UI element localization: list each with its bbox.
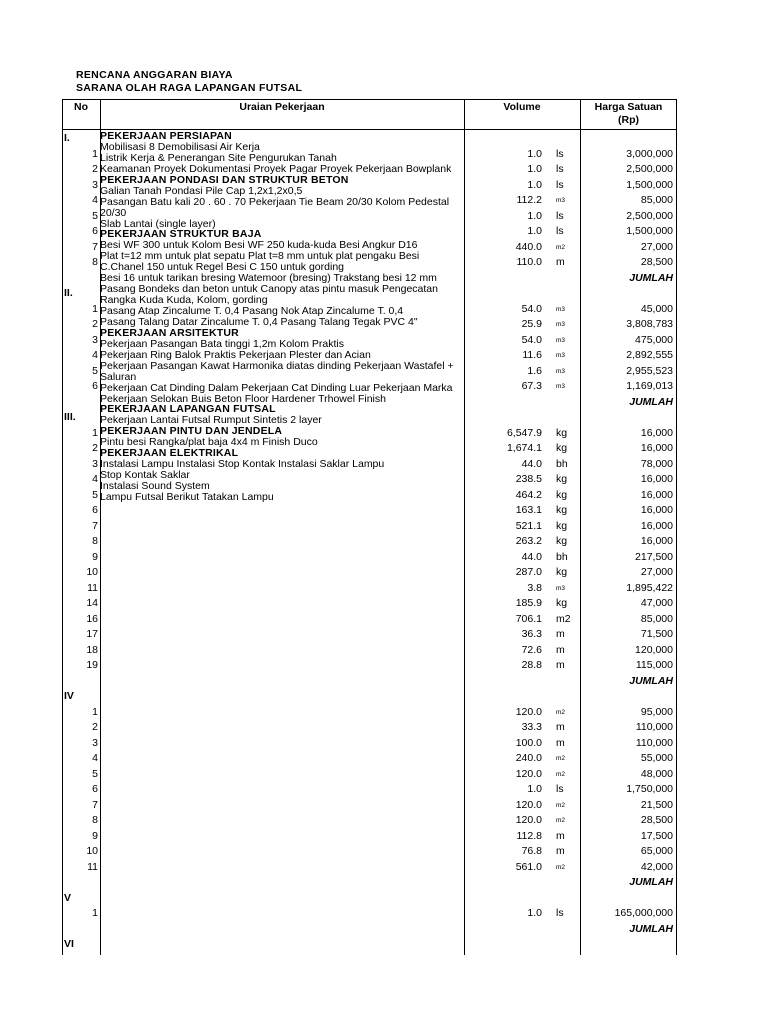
item-number: 6 xyxy=(92,783,98,795)
item-number: 3 xyxy=(92,458,98,470)
document-title: RENCANA ANGGARAN BIAYA xyxy=(76,69,233,81)
jumlah-label: JUMLAH xyxy=(629,272,673,284)
item-number: 7 xyxy=(92,520,98,532)
item-number: 1 xyxy=(92,303,98,315)
jumlah-label: JUMLAH xyxy=(629,396,673,408)
work-item-description: Galian Tanah Pondasi Pile Cap 1,2x1,2x0,5 xyxy=(100,184,303,197)
volume-value: 1.0 xyxy=(527,179,542,191)
table-row xyxy=(62,705,677,720)
volume-value: 44.0 xyxy=(521,551,542,563)
unit-price: 16,000 xyxy=(640,504,673,516)
document-subtitle: SARANA OLAH RAGA LAPANGAN FUTSAL xyxy=(76,82,303,94)
item-number: 17 xyxy=(86,628,98,640)
item-number: 1 xyxy=(92,427,98,439)
item-number: 5 xyxy=(92,489,98,501)
work-item-description: Pekerjaan Ring Balok Praktis Pekerjaan Plester dan Acian xyxy=(100,348,371,361)
table-row xyxy=(62,224,677,239)
table-row xyxy=(62,829,677,844)
work-item-description: Instalasi Sound System xyxy=(100,480,210,492)
unit-price: 71,500 xyxy=(640,628,673,640)
section-heading: PEKERJAAN PONDASI DAN STRUKTUR BETON xyxy=(100,173,349,186)
unit-price: 2,500,000 xyxy=(626,210,673,222)
unit-price: 48,000 xyxy=(640,768,673,780)
unit-price: 110,000 xyxy=(635,721,673,733)
work-item-description: Pekerjaan Lantai Futsal Rumput Sintetis 2 layer xyxy=(100,414,322,427)
unit-price: 115,000 xyxy=(635,659,673,671)
unit-price: 1,500,000 xyxy=(626,225,673,237)
table-row xyxy=(62,379,677,394)
table-row xyxy=(62,658,677,673)
work-item-description: Instalasi Lampu Instalasi Stop Kontak Instalasi Saklar Lampu xyxy=(100,458,385,471)
item-number: 4 xyxy=(92,752,98,764)
work-item-description: Stop Kontak Saklar xyxy=(100,469,190,482)
section-heading: PEKERJAAN PERSIAPAN xyxy=(100,131,232,142)
section-number: IV xyxy=(64,690,74,702)
work-item-description: Keamanan Proyek Dokumentasi Proyek Pagar Proyek Pekerjaan Bowplank xyxy=(100,162,452,175)
section-number: I. xyxy=(64,132,70,144)
volume-value: 120.0 xyxy=(515,799,542,811)
item-number: 11 xyxy=(87,861,98,873)
unit-label: ls xyxy=(556,907,564,919)
work-item-description: Pasang Talang Datar Zincalume T. 0,4 Pasang Talang Tegak PVC 4" xyxy=(100,315,418,328)
table-row xyxy=(62,240,677,255)
unit-label: m3 xyxy=(556,337,566,344)
unit-label: m2 xyxy=(556,864,566,871)
work-item-description: Pintu besi Rangka/plat baja 4x4 m Finish Duco xyxy=(100,436,318,449)
unit-price: 16,000 xyxy=(640,489,673,501)
unit-price: 47,000 xyxy=(640,597,673,609)
section-heading: PEKERJAAN ARSITEKTUR xyxy=(100,326,239,339)
unit-label: ls xyxy=(556,225,564,237)
work-item-description: Pasang Bondeks dan beton untuk Canopy atas pintu masuk Pengecatan xyxy=(100,283,438,296)
volume-value: 1.0 xyxy=(527,163,542,175)
volume-value: 3.8 xyxy=(527,582,542,594)
volume-value: 54.0 xyxy=(521,303,542,315)
item-number: 2 xyxy=(92,721,98,733)
table-row xyxy=(62,364,677,379)
volume-value: 287.0 xyxy=(515,566,542,578)
unit-label: ls xyxy=(556,179,564,191)
table-row xyxy=(62,720,677,735)
item-number: 5 xyxy=(92,768,98,780)
work-item-description: Pasangan Batu kali 20 . 60 . 70 Pekerjaan Tie Beam 20/30 Kolom Pedestal xyxy=(100,195,450,208)
work-item-description: C.Chanel 150 untuk Regel Besi C 150 untuk gording xyxy=(100,261,344,274)
work-item-description: Pekerjaan Pasangan Kawat Harmonika diatas dinding Pekerjaan Wastafel + xyxy=(100,359,454,372)
volume-value: 163.1 xyxy=(515,504,542,516)
item-number: 16 xyxy=(86,613,98,625)
unit-price: 17,500 xyxy=(640,830,673,842)
table-row xyxy=(62,469,677,487)
item-number: 8 xyxy=(92,535,98,547)
unit-label: bh xyxy=(556,458,568,470)
work-item-description: Plat t=12 mm untuk plat sepatu Plat t=8 mm untuk plat pengaku Besi xyxy=(100,250,420,263)
unit-label: m2 xyxy=(556,802,566,809)
volume-value: 110.0 xyxy=(516,256,542,268)
item-number: 5 xyxy=(92,210,98,222)
volume-value: 1,674.1 xyxy=(506,442,542,454)
volume-value: 1.0 xyxy=(527,783,542,795)
work-item-description: Rangka Kuda Kuda, Kolom, gording xyxy=(100,294,268,307)
subtotal-row xyxy=(62,674,677,689)
table-row xyxy=(62,844,677,859)
volume-value: 120.0 xyxy=(515,706,542,718)
volume-value: 521.1 xyxy=(515,520,542,532)
item-number: 7 xyxy=(92,799,98,811)
unit-label: m2 xyxy=(556,755,566,762)
item-number: 6 xyxy=(92,380,98,392)
section-number: V xyxy=(64,892,72,904)
unit-price: 16,000 xyxy=(640,442,673,454)
unit-label: kg xyxy=(556,489,568,501)
volume-value: 54.0 xyxy=(521,334,542,346)
unit-label: m3 xyxy=(556,368,566,375)
item-number: 3 xyxy=(92,179,98,191)
unit-label: kg xyxy=(556,504,568,516)
volume-value: 1.0 xyxy=(527,907,542,919)
item-number: 19 xyxy=(86,659,98,671)
item-number: 8 xyxy=(92,814,98,826)
unit-label: m2 xyxy=(556,709,566,716)
table-row xyxy=(62,206,677,224)
volume-value: 72.6 xyxy=(521,644,542,656)
unit-label: m3 xyxy=(556,306,566,313)
unit-label: m3 xyxy=(556,383,566,390)
table-row xyxy=(62,302,677,317)
table-row xyxy=(62,860,677,875)
volume-value: 112.8 xyxy=(516,830,542,842)
unit-label: kg xyxy=(556,597,568,609)
unit-price: 1,750,000 xyxy=(626,783,673,795)
volume-value: 561.0 xyxy=(515,861,542,873)
unit-label: m xyxy=(556,830,565,842)
subtotal-row xyxy=(62,392,677,410)
volume-value: 464.2 xyxy=(515,489,542,501)
volume-value: 1.0 xyxy=(527,225,542,237)
work-item-description: Besi 16 untuk tarikan bresing Watemoor (bresing) Trakstang besi 12 mm xyxy=(100,272,437,285)
section-number: III. xyxy=(64,411,76,423)
work-item-description: Pekerjaan Pasangan Bata tinggi 1,2m Kolom Praktis xyxy=(100,337,344,350)
work-item-description: Pekerjaan Cat Dinding Dalam Pekerjaan Cat Dinding Luar Pekerjaan Marka xyxy=(100,381,453,394)
item-number: 8 xyxy=(92,256,98,268)
table-row xyxy=(62,798,677,813)
unit-label: m3 xyxy=(556,585,566,592)
volume-value: 28.8 xyxy=(521,659,542,671)
section-row xyxy=(62,937,677,952)
table-row xyxy=(62,565,677,580)
table-row xyxy=(62,441,677,456)
item-number: 5 xyxy=(92,365,98,377)
volume-value: 706.1 xyxy=(515,613,542,625)
item-number: 14 xyxy=(86,597,98,609)
volume-value: 100.0 xyxy=(515,737,542,749)
section-row xyxy=(62,283,677,301)
unit-label: kg xyxy=(556,427,568,439)
section-row xyxy=(62,891,677,906)
work-item-description: 20/30 xyxy=(100,206,127,219)
unit-label: m3 xyxy=(556,321,566,328)
unit-label: kg xyxy=(556,442,568,454)
item-number: 9 xyxy=(92,551,98,563)
volume-value: 112.2 xyxy=(516,194,542,206)
item-number: 2 xyxy=(92,318,98,330)
table-row xyxy=(62,426,677,441)
table-row xyxy=(62,457,677,472)
unit-price: 65,000 xyxy=(640,845,673,857)
item-number: 6 xyxy=(92,504,98,516)
table-row xyxy=(62,333,677,348)
volume-value: 33.3 xyxy=(521,721,542,733)
item-number: 11 xyxy=(87,582,98,594)
unit-label: m xyxy=(556,721,565,733)
unit-label: kg xyxy=(556,473,568,485)
unit-price: 3,000,000 xyxy=(626,148,673,160)
table-row xyxy=(62,906,677,921)
header-harga-line1: Harga Satuan xyxy=(594,101,663,113)
section-heading: PEKERJAAN STRUKTUR BAJA xyxy=(100,228,262,241)
section-number: VI xyxy=(64,938,74,950)
unit-price: 165,000,000 xyxy=(614,907,673,919)
unit-price: 475,000 xyxy=(635,334,673,346)
header-volume: Volume xyxy=(503,101,541,113)
table-row xyxy=(62,612,677,627)
volume-value: 6,547.9 xyxy=(506,427,542,439)
section-heading: PEKERJAAN ELEKTRIKAL xyxy=(100,447,239,460)
header-uraian: Uraian Pekerjaan xyxy=(239,101,325,113)
unit-price: 78,000 xyxy=(640,458,673,470)
unit-label: kg xyxy=(556,535,568,547)
volume-value: 11.6 xyxy=(522,349,542,361)
jumlah-label: JUMLAH xyxy=(629,876,673,888)
volume-value: 238.5 xyxy=(515,473,542,485)
item-number: 9 xyxy=(92,830,98,842)
volume-value: 44.0 xyxy=(521,458,542,470)
item-number: 4 xyxy=(92,349,98,361)
table-row xyxy=(62,767,677,782)
unit-label: m2 xyxy=(556,613,571,625)
volume-value: 120.0 xyxy=(515,814,542,826)
table-row xyxy=(62,596,677,611)
table-row xyxy=(62,751,677,766)
unit-label: m3 xyxy=(556,197,566,204)
item-number: 4 xyxy=(92,473,98,485)
unit-label: m xyxy=(556,737,565,749)
volume-value: 440.0 xyxy=(515,241,542,253)
item-number: 10 xyxy=(86,845,98,857)
jumlah-label: JUMLAH xyxy=(629,675,673,687)
item-number: 7 xyxy=(92,241,98,253)
volume-value: 120.0 xyxy=(515,768,542,780)
subtotal-row xyxy=(62,271,677,286)
work-item-description: Listrik Kerja & Penerangan Site Pengurukan Tanah xyxy=(100,151,337,164)
subtotal-row xyxy=(62,922,677,937)
table-row xyxy=(62,147,677,162)
table-row xyxy=(62,581,677,596)
unit-price: 27,000 xyxy=(640,566,673,578)
table-row xyxy=(62,193,677,208)
item-number: 18 xyxy=(86,644,98,656)
table-row xyxy=(62,736,677,751)
section-row xyxy=(62,689,677,704)
table-row xyxy=(62,534,677,549)
unit-label: m3 xyxy=(556,352,566,359)
unit-price: 2,955,523 xyxy=(626,365,673,377)
table-row xyxy=(62,503,677,518)
volume-value: 1.0 xyxy=(527,210,542,222)
work-item-description: Besi WF 300 untuk Kolom Besi WF 250 kuda-kuda Besi Angkur D16 xyxy=(100,239,418,252)
section-row xyxy=(62,410,677,425)
volume-value: 76.8 xyxy=(521,845,542,857)
unit-price: 16,000 xyxy=(640,427,673,439)
table-row xyxy=(62,627,677,642)
table-row xyxy=(62,519,677,534)
table-row xyxy=(62,488,677,503)
unit-label: m2 xyxy=(556,817,566,824)
jumlah-label: JUMLAH xyxy=(629,923,673,935)
section-heading: PEKERJAAN PINTU DAN JENDELA xyxy=(100,425,283,438)
item-number: 10 xyxy=(86,566,98,578)
work-item-description: Slab Lantai (single layer) xyxy=(100,217,216,230)
item-number: 6 xyxy=(92,225,98,237)
unit-price: 28,500 xyxy=(640,256,673,268)
table-row xyxy=(62,550,677,565)
unit-label: kg xyxy=(556,520,568,532)
unit-price: 120,000 xyxy=(635,644,673,656)
item-number: 1 xyxy=(92,907,98,919)
header-harga-satuan xyxy=(580,101,677,127)
unit-price: 1,500,000 xyxy=(626,179,673,191)
volume-value: 36.3 xyxy=(521,628,542,640)
unit-price: 45,000 xyxy=(640,303,673,315)
subtotal-row xyxy=(62,875,677,890)
unit-price: 85,000 xyxy=(640,194,673,206)
unit-price: 16,000 xyxy=(640,473,673,485)
volume-value: 185.9 xyxy=(515,597,542,609)
unit-price: 27,000 xyxy=(640,241,673,253)
item-number: 1 xyxy=(92,706,98,718)
unit-label: ls xyxy=(556,210,564,222)
unit-label: kg xyxy=(556,566,568,578)
table-row xyxy=(62,813,677,828)
unit-price: 95,000 xyxy=(640,706,673,718)
header-harga-line2: (Rp) xyxy=(618,114,639,126)
table-row xyxy=(62,643,677,658)
unit-label: ls xyxy=(556,163,564,175)
unit-price: 55,000 xyxy=(640,752,673,764)
unit-price: 21,500 xyxy=(640,799,673,811)
unit-price: 3,808,783 xyxy=(626,318,673,330)
table-row xyxy=(62,317,677,332)
volume-value: 1.0 xyxy=(527,148,542,160)
volume-value: 263.2 xyxy=(515,535,542,547)
table-row xyxy=(62,178,677,193)
volume-value: 67.3 xyxy=(521,380,542,392)
table-row xyxy=(62,782,677,797)
unit-price: 16,000 xyxy=(640,520,673,532)
item-number: 3 xyxy=(92,334,98,346)
unit-price: 110,000 xyxy=(635,737,673,749)
item-number: 2 xyxy=(92,163,98,175)
table-row xyxy=(62,348,677,363)
unit-price: 2,500,000 xyxy=(626,163,673,175)
unit-price: 1,169,013 xyxy=(626,380,673,392)
unit-price: 85,000 xyxy=(640,613,673,625)
work-item-description: Mobilisasi 8 Demobilisasi Air Kerja xyxy=(100,140,260,153)
unit-label: m xyxy=(556,659,565,671)
work-item-description: Pasang Atap Zincalume T. 0,4 Pasang Nok Atap Zincalume T. 0,4 xyxy=(100,305,404,317)
unit-label: m xyxy=(556,845,565,857)
section-row xyxy=(62,131,677,146)
unit-price: 217,500 xyxy=(635,551,673,563)
unit-price: 16,000 xyxy=(640,535,673,547)
volume-value: 25.9 xyxy=(521,318,542,330)
unit-label: ls xyxy=(556,783,564,795)
unit-price: 2,892,555 xyxy=(626,349,673,361)
header-no: No xyxy=(74,101,88,113)
unit-label: m xyxy=(556,644,565,656)
unit-price: 42,000 xyxy=(640,861,673,873)
unit-label: m xyxy=(556,256,565,268)
unit-label: m xyxy=(556,628,565,640)
unit-price: 1,895,422 xyxy=(626,582,673,594)
work-item-description: Lampu Futsal Berikut Tatakan Lampu xyxy=(100,490,274,503)
unit-price: 28,500 xyxy=(640,814,673,826)
work-item-description: Pekerjaan Selokan Buis Beton Floor Hardener Trhowel Finish xyxy=(100,392,386,405)
table-top-border xyxy=(62,99,677,100)
table-row xyxy=(62,162,677,177)
work-item-description: Saluran xyxy=(100,370,137,383)
section-number: II. xyxy=(64,287,73,299)
item-number: 2 xyxy=(92,442,98,454)
section-heading: PEKERJAAN LAPANGAN FUTSAL xyxy=(100,403,276,416)
volume-value: 240.0 xyxy=(515,752,542,764)
unit-label: m2 xyxy=(556,244,566,251)
item-number: 4 xyxy=(92,194,98,206)
unit-label: ls xyxy=(556,148,564,160)
unit-label: bh xyxy=(556,551,568,563)
volume-value: 1.6 xyxy=(527,365,542,377)
unit-label: m2 xyxy=(556,771,566,778)
table-header-border xyxy=(62,129,677,130)
item-number: 1 xyxy=(92,148,98,160)
table-row xyxy=(62,255,677,270)
item-number: 3 xyxy=(92,737,98,749)
